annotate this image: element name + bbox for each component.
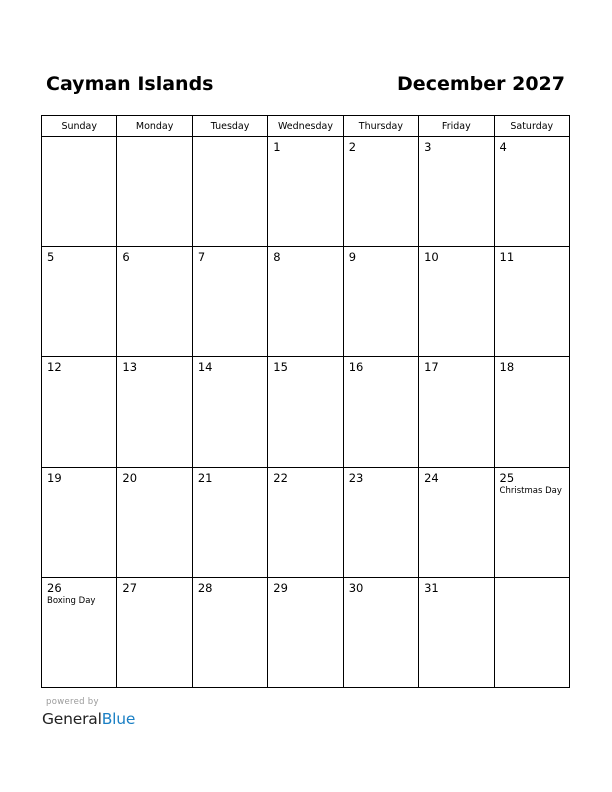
day-number: 30 [348,580,364,595]
day-number: 31 [424,580,439,595]
weekday-thursday: Thursday [343,116,418,137]
day-cell [42,247,117,357]
day-cell [117,467,192,577]
day-number: 11 [499,250,515,265]
day-cell [343,577,418,687]
day-cell [494,137,569,247]
day-cell [192,357,267,467]
empty-day-cell [42,137,117,247]
day-cell [419,577,494,687]
day-cell [343,137,418,247]
day-cell [42,467,117,577]
day-number: 1 [273,140,281,154]
country-title: Cayman Islands [46,73,214,95]
week-row [42,467,570,577]
day-number: 8 [273,250,281,265]
empty-day-cell [117,137,192,247]
day-number: 23 [348,470,364,485]
calendar-grid [41,115,570,688]
day-cell [268,357,343,467]
day-number: 7 [197,250,206,265]
day-number: 29 [273,580,288,595]
weekday-saturday: Saturday [494,116,569,137]
weekday-wednesday: Wednesday [268,116,343,137]
day-cell [192,577,267,687]
day-cell [268,577,343,687]
day-number: 14 [197,360,213,375]
day-cell [268,247,343,357]
day-number: 5 [47,250,55,265]
month-year-title: December 2027 [397,73,565,95]
day-cell [268,137,343,247]
day-number: 24 [424,470,439,485]
day-number: 22 [273,470,288,485]
day-number: 4 [499,140,507,154]
weekday-monday: Monday [117,116,192,137]
day-cell [343,247,418,357]
day-number: 16 [348,360,364,375]
day-number: 28 [197,580,213,595]
day-number: 12 [47,360,62,375]
week-row [42,137,570,247]
day-number: 18 [499,360,515,375]
day-number: 21 [197,470,213,485]
day-number: 13 [122,360,138,375]
day-cell [117,247,192,357]
empty-day-cell [192,137,267,247]
day-number: 3 [424,140,432,154]
day-cell [192,247,267,357]
empty-day-cell [494,577,569,687]
weekday-tuesday: Tuesday [192,116,267,137]
day-cell [343,357,418,467]
day-cell [419,467,494,577]
day-cell [419,357,494,467]
week-row [42,577,570,687]
footer-branding [42,697,135,729]
day-cell [494,467,569,577]
day-number: 2 [348,140,357,154]
holiday-label: Boxing Day [47,595,96,606]
day-number: 6 [122,250,130,265]
day-cell [343,467,418,577]
weekday-sunday: Sunday [42,116,117,137]
weekday-header-row [42,116,570,137]
day-cell [419,247,494,357]
day-cell [268,467,343,577]
holiday-label: Christmas Day [499,485,562,496]
powered-by-label: powered by [46,697,99,707]
day-cell [117,357,192,467]
weekday-friday: Friday [419,116,494,137]
day-number: 27 [122,580,138,595]
day-number: 20 [122,470,138,485]
day-cell [117,577,192,687]
day-cell [192,467,267,577]
brand-general-text: General [42,710,102,728]
day-cell [494,357,569,467]
day-number: 10 [424,250,439,265]
day-cell [42,357,117,467]
week-row [42,247,570,357]
generalblue-logo [42,709,135,729]
day-number: 9 [348,250,357,265]
day-cell [494,247,569,357]
day-cell [42,577,117,687]
day-number: 26 [47,580,62,595]
day-number: 25 [499,470,515,485]
day-number: 17 [424,360,439,375]
day-cell [419,137,494,247]
brand-blue-text: Blue [101,710,136,728]
day-number: 19 [47,470,62,485]
week-row [42,357,570,467]
day-number: 15 [273,360,288,375]
